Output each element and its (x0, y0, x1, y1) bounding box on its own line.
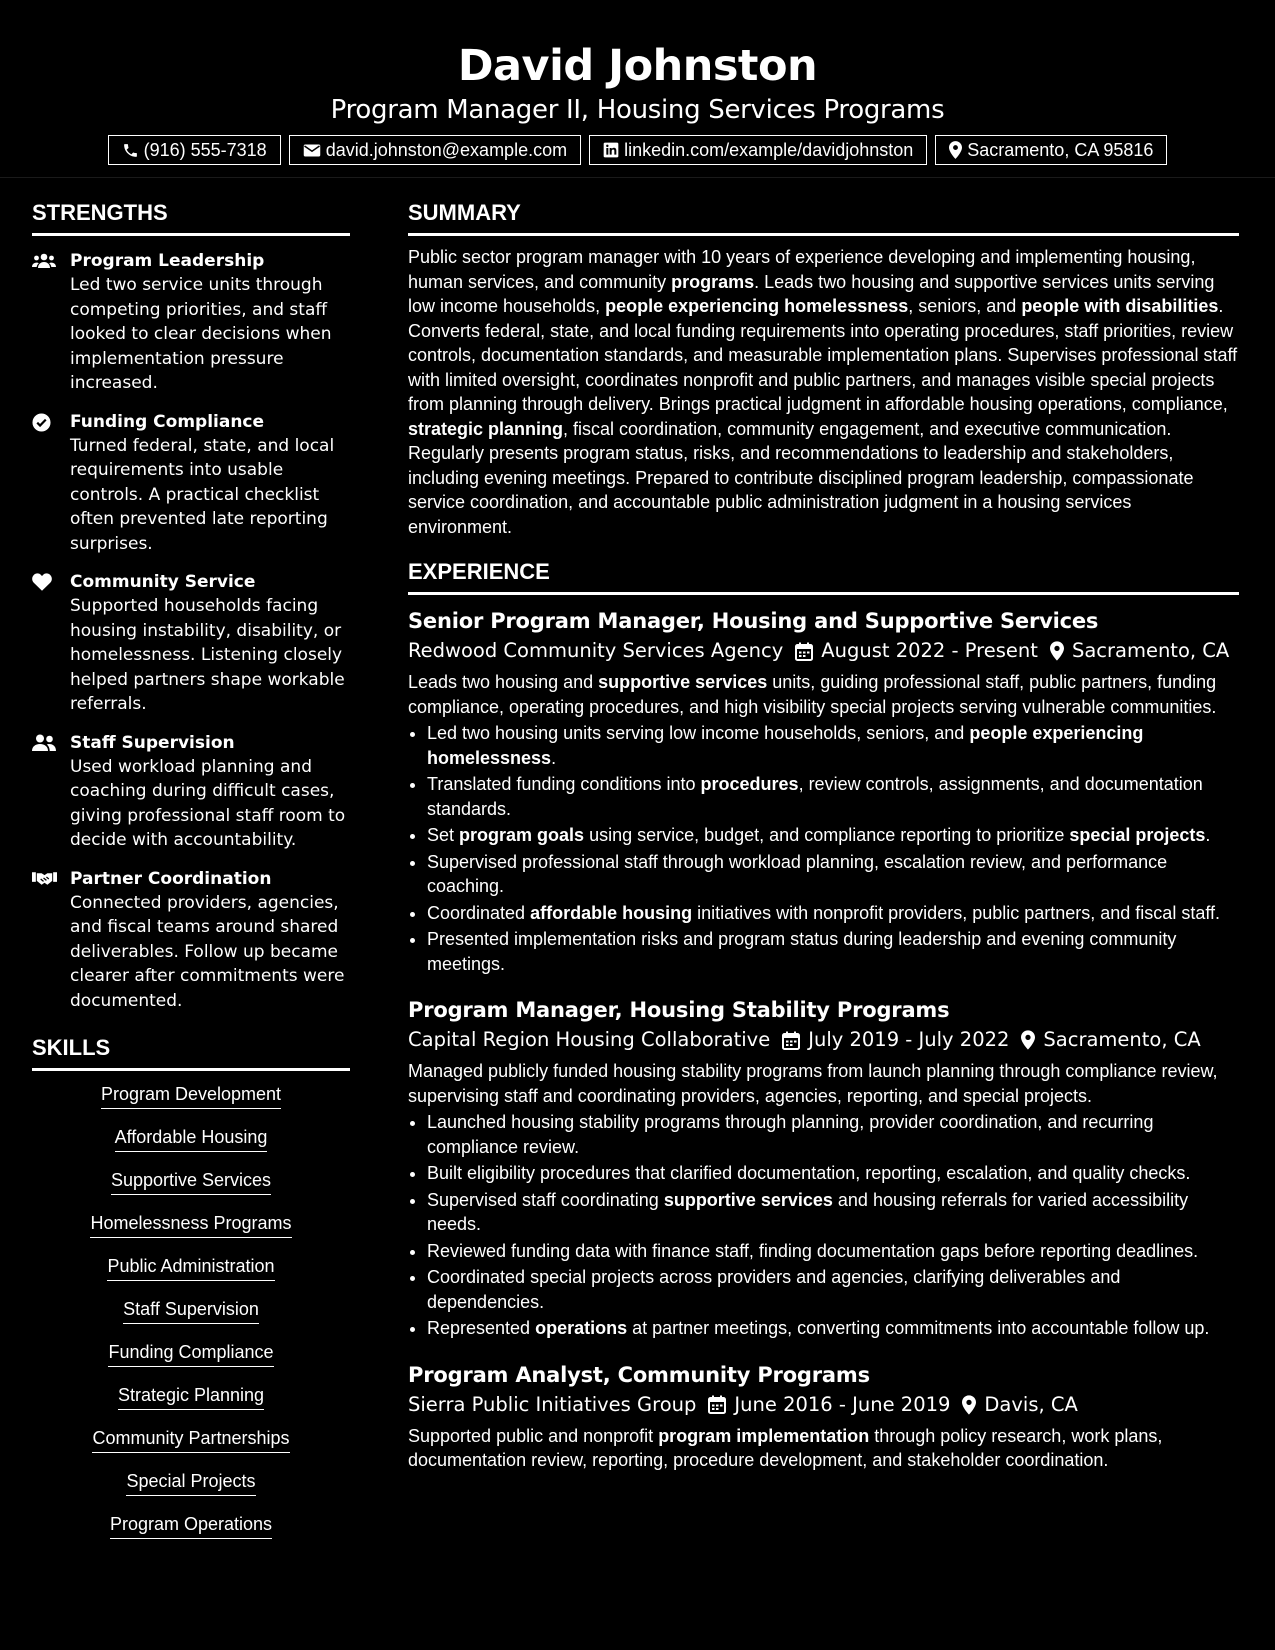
summary-text (408, 245, 1239, 539)
strength-title: Funding Compliance (70, 411, 265, 432)
job-meta (408, 637, 1239, 665)
skill-tag: Strategic Planning (118, 1384, 264, 1410)
skill-tag: Public Administration (107, 1255, 274, 1281)
text-segment: . Converts federal, state, and local funding requirements into operating procedures, staff priorities, review controls, documentation standards, and measurable implementation plans. Supervises professional staff with limited oversight, coordinates nonprofit and public partners, and manages visible special projects from planning through delivery. Brings practical judgment in affordable housing operations, compliance, (408, 296, 1238, 414)
strength-title: Staff Supervision (70, 732, 235, 753)
text-segment: units, guiding professional staff, public partners, funding compliance, operating procedures, and high visibility special projects serving vulnerable communities. (408, 672, 1217, 717)
bullet-item (427, 772, 1239, 821)
user-group-icon (32, 731, 70, 853)
linkedin-icon (603, 142, 619, 158)
linkedin-text: linkedin.com/example/davidjohnston (624, 139, 914, 160)
users-icon (32, 249, 70, 396)
text-segment: initiatives with nonprofit providers, public partners, and fiscal staff. (692, 902, 1221, 923)
text-segment: through policy research, work plans, documentation review, reporting, procedure development, and stakeholder coordination. (408, 1425, 1163, 1470)
bullet-item (427, 901, 1239, 926)
job-role: Program Manager, Housing Stability Programs (408, 998, 950, 1022)
emphasis-text: special projects (1069, 825, 1206, 845)
job-organization: Redwood Community Services Agency (408, 639, 784, 662)
strength-description: Connected providers, agencies, and fiscal teams around shared deliverables. Follow up became clearer after commitments were documented. (70, 892, 345, 1011)
map-pin-icon (1021, 1030, 1035, 1050)
job-dates: August 2022 - Present (821, 639, 1038, 662)
right-column (408, 200, 1239, 1473)
skills-list (32, 1083, 350, 1556)
text-segment: Represented (427, 1318, 536, 1338)
text-segment: Managed publicly funded housing stability programs from launch planning through compliance review, supervising staff and coordinating providers, agencies, reporting, and special projects. (408, 1061, 1218, 1106)
job-entry (408, 1361, 1239, 1473)
bullet-item (427, 1265, 1239, 1314)
strength-description: Used workload planning and coaching during difficult cases, giving professional staff room to decide with accountability. (70, 756, 346, 850)
candidate-name: David Johnston (457, 41, 818, 91)
job-entry (408, 996, 1239, 1341)
emphasis-text: people experiencing homelessness (427, 723, 1144, 768)
text-segment: Public sector program manager with 10 years of experience developing and implementing housing, human services, and community (408, 247, 1196, 292)
text-segment: Coordinated (427, 902, 531, 923)
job-role: Senior Program Manager, Housing and Supportive Services (408, 609, 1099, 633)
job-description (408, 1424, 1239, 1473)
bullet-item (427, 927, 1239, 976)
summary-heading: SUMMARY (408, 200, 1239, 236)
emphasis-text: affordable housing (530, 902, 693, 923)
job-bullets (408, 1110, 1239, 1341)
email-text: david.johnston@example.com (325, 139, 568, 160)
strengths-list (32, 249, 350, 1013)
text-segment: Translated funding conditions into (427, 774, 701, 794)
strength-item (32, 249, 350, 396)
job-description (408, 670, 1239, 719)
emphasis-text: program goals (459, 825, 585, 845)
job-bullets (408, 721, 1239, 976)
contact-location[interactable] (935, 135, 1167, 165)
strength-item (32, 731, 350, 853)
text-segment: Presented implementation risks and program status during leadership and evening community meetings. (427, 929, 1177, 974)
text-segment: Leads two housing and (408, 672, 599, 692)
skill-tag: Funding Compliance (108, 1341, 273, 1367)
text-segment: Built eligibility procedures that clarified documentation, reporting, escalation, and quality checks. (427, 1163, 1191, 1183)
text-segment: Coordinated special projects across providers and agencies, clarifying deliverables and dependencies. (427, 1267, 1121, 1312)
job-location: Sacramento, CA (1043, 1028, 1201, 1051)
strength-item (32, 410, 350, 557)
phone-icon (122, 142, 139, 159)
text-segment: , seniors, and (908, 296, 1022, 316)
text-segment: Led two housing units serving low income households, seniors, and (427, 723, 970, 743)
strength-title: Partner Coordination (70, 868, 272, 889)
calendar-icon (795, 642, 813, 661)
emphasis-text: programs (671, 271, 755, 292)
contact-bar (0, 135, 1275, 165)
text-segment: . (1205, 825, 1211, 845)
strength-description: Led two service units through competing priorities, and staff looked to clear decisions when implementation pressure increased. (70, 275, 332, 393)
skill-tag: Staff Supervision (123, 1298, 259, 1324)
phone-text: (916) 555-7318 (143, 139, 267, 160)
text-segment: , review controls, assignments, and documentation standards. (427, 774, 1203, 819)
strength-description: Supported households facing housing instability, disability, or homelessness. Listening closely helped partners shape workable referrals. (70, 596, 345, 714)
heart-icon (32, 570, 70, 717)
bullet-item (427, 1188, 1239, 1237)
skill-tag: Homelessness Programs (90, 1212, 291, 1238)
job-location: Sacramento, CA (1071, 639, 1230, 662)
map-pin-icon (949, 141, 962, 159)
candidate-title: Program Manager II, Housing Services Programs (330, 95, 945, 125)
emphasis-text: operations (535, 1318, 628, 1338)
skill-tag: Supportive Services (111, 1169, 271, 1195)
strength-description: Turned federal, state, and local requirements into usable controls. A practical checklist often prevented late reporting surprises. (70, 435, 335, 554)
text-segment: Reviewed funding data with finance staff, finding documentation gaps before reporting deadlines. (427, 1240, 1199, 1261)
skill-tag: Special Projects (126, 1470, 255, 1496)
text-segment: Set (427, 825, 460, 845)
contact-phone[interactable] (108, 135, 281, 165)
job-organization: Capital Region Housing Collaborative (408, 1028, 771, 1051)
job-role: Program Analyst, Community Programs (408, 1362, 870, 1387)
map-pin-icon (1050, 641, 1064, 661)
text-segment: using service, budget, and compliance reporting to prioritize (584, 825, 1070, 845)
text-segment: . Leads two housing and supportive services units serving low income households, (408, 271, 1215, 316)
skills-heading: SKILLS (32, 1035, 350, 1071)
text-segment: Launched housing stability programs through planning, provider coordination, and recurring compliance review. (427, 1112, 1154, 1157)
emphasis-text: program implementation (658, 1425, 870, 1446)
strength-title: Community Service (70, 572, 256, 592)
resume-header (0, 0, 1275, 178)
left-column (32, 200, 350, 1556)
job-dates: June 2016 - June 2019 (734, 1392, 951, 1416)
strength-title: Program Leadership (70, 251, 265, 271)
handshake-icon (32, 867, 70, 1014)
text-segment: Supervised staff coordinating (427, 1189, 664, 1210)
text-segment: at partner meetings, converting commitments into accountable follow up. (627, 1318, 1210, 1338)
emphasis-text: procedures (700, 774, 799, 794)
job-meta (408, 1026, 1239, 1054)
job-meta (408, 1391, 1239, 1419)
text-segment: . (551, 747, 557, 768)
bullet-item (427, 823, 1239, 848)
emphasis-text: strategic planning (408, 418, 564, 439)
envelope-icon (303, 143, 321, 158)
skill-tag: Program Operations (110, 1513, 272, 1539)
emphasis-text: people with disabilities (1021, 296, 1219, 316)
job-entry (408, 607, 1239, 976)
text-segment: Supported public and nonprofit (408, 1425, 659, 1446)
emphasis-text: supportive services (663, 1189, 833, 1210)
text-segment: and housing referrals for varied accessibility needs. (427, 1189, 1189, 1234)
bullet-item (427, 1316, 1239, 1341)
bullet-item (427, 1239, 1239, 1264)
job-location: Davis, CA (984, 1392, 1078, 1416)
text-segment: , fiscal coordination, community engagement, and executive communication. Regularly presents program status, risks, and recommendations to leadership and stakeholders, including evening meetings. Prepared to contribute disciplined program leadership, compassionate service coordination, and accountable public administration judgment in a housing services environment. (408, 418, 1194, 537)
bullet-item (427, 1110, 1239, 1159)
strength-item (32, 867, 350, 1014)
bullet-item (427, 1161, 1239, 1186)
check-circle-icon (32, 410, 70, 557)
job-description (408, 1059, 1239, 1108)
skill-tag: Program Development (101, 1083, 281, 1109)
skill-tag: Affordable Housing (115, 1126, 268, 1152)
job-organization: Sierra Public Initiatives Group (408, 1392, 697, 1416)
emphasis-text: supportive services (598, 672, 768, 692)
emphasis-text: people experiencing homelessness (605, 296, 909, 316)
map-pin-icon (962, 1395, 976, 1415)
contact-email[interactable] (289, 135, 581, 165)
strengths-heading: STRENGTHS (32, 200, 350, 236)
experience-heading: EXPERIENCE (408, 559, 1239, 595)
strength-item (32, 570, 350, 717)
bullet-item (427, 721, 1239, 770)
text-segment: Supervised professional staff through workload planning, escalation review, and performance coaching. (427, 851, 1168, 896)
calendar-icon (782, 1031, 800, 1050)
contact-linkedin[interactable] (589, 135, 927, 165)
calendar-icon (708, 1395, 726, 1414)
skill-tag: Community Partnerships (92, 1427, 289, 1453)
job-dates: July 2019 - July 2022 (808, 1028, 1010, 1051)
bullet-item (427, 850, 1239, 899)
location-text: Sacramento, CA 95816 (967, 139, 1154, 160)
